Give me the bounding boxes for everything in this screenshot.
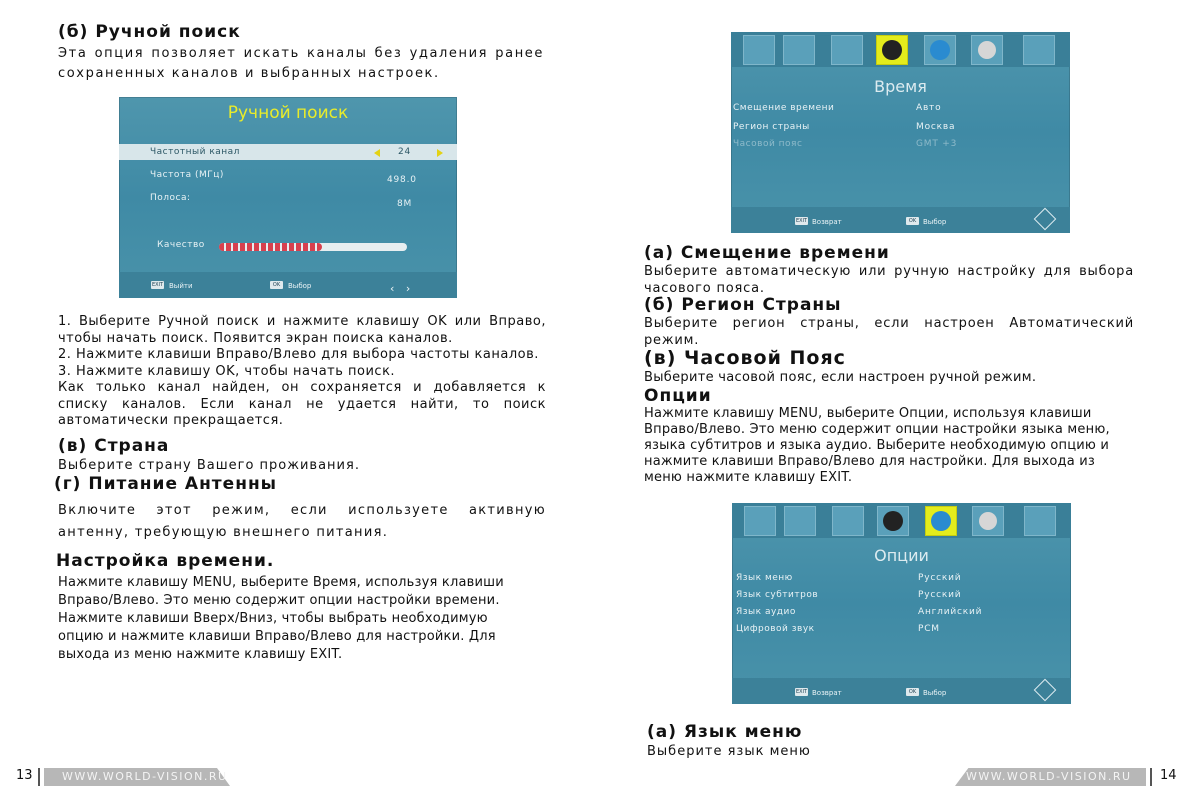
osd-title: Время — [874, 77, 927, 96]
paragraph-manual-search: Эта опция позволяет искать каналы без удаления ранее сохраненных каналов и выбранных настроек. — [58, 46, 544, 81]
search-tab-icon — [831, 35, 863, 65]
paragraph-options: Нажмите клавишу MENU, выберите Опции, используя клавиши Вправо/Влево. Это меню содержит опции настройки языка меню, языка субтитров и языка аудио. Выберите необходимую опцию и нажмите клавиши Вправо/Влево для настройки. Для выхода из меню нажмите клавишу EXIT. — [644, 406, 1110, 485]
page-number-right: 14 — [1160, 768, 1177, 783]
osd-row-value: Русский — [918, 590, 962, 600]
exit-key-icon: EXIT — [795, 218, 808, 224]
globe-tab-icon — [925, 506, 957, 536]
osd-row-label: Частота (МГц) — [150, 170, 224, 180]
site-url-right: WWW.WORLD-VISION.RU — [966, 770, 1132, 783]
picture-tab-icon — [784, 506, 816, 536]
left-right-arrows-icon: ‹ › — [390, 282, 415, 295]
page-divider — [38, 768, 40, 786]
osd-title: Ручной поиск — [227, 103, 349, 123]
ok-key-icon: OK — [906, 688, 919, 696]
osd-row-value: PCM — [918, 624, 940, 634]
osd-icon-bar — [731, 32, 1070, 67]
quality-bar-fill — [219, 243, 322, 251]
step-3: 3. Нажмите клавишу OK, чтобы начать поиск. — [58, 363, 396, 379]
gear-tab-icon — [971, 35, 1003, 65]
paragraph-time-settings: Нажмите клавишу MENU, выберите Время, используя клавиши Вправо/Влево. Это меню содержит опции настройки времени. Нажмите клавиши Вверх/Вниз, чтобы выбрать необходимую опцию и нажмите клавиши Вправо/Влево для настройки. Для выхода из меню нажмите клавишу EXIT. — [58, 575, 504, 662]
osd-row-value-disabled: GMT +3 — [916, 139, 958, 149]
osd-options-screen — [732, 503, 1071, 704]
osd-row-value: Английский — [918, 607, 983, 617]
back-key-label: Возврат — [812, 218, 842, 226]
osd-row-label: Регион страны — [733, 122, 810, 132]
osd-icon-bar — [732, 503, 1071, 538]
osd-row-label-disabled: Часовой пояс — [733, 139, 803, 149]
arrow-left-icon — [374, 149, 380, 157]
exit-key-icon: EXIT — [795, 689, 808, 695]
osd-time-screen — [731, 32, 1070, 233]
exit-key-label: Выйти — [169, 282, 193, 290]
page-divider — [1150, 768, 1152, 786]
page-number-left: 13 — [16, 768, 33, 783]
gear-tab-icon — [972, 506, 1004, 536]
osd-row-value: 498.0 — [387, 175, 417, 185]
step-2: 2. Нажмите клавиши Вправо/Влево для выбора частоты каналов. — [58, 347, 539, 362]
ok-key-icon: OK — [270, 281, 283, 289]
quality-label: Качество — [157, 240, 205, 250]
picture-tab-icon — [783, 35, 815, 65]
system-tab-icon — [1023, 35, 1055, 65]
clock-tab-icon — [876, 35, 908, 65]
heading-time-settings: Настройка времени. — [56, 551, 275, 571]
heading-manual-search: (б) Ручной поиск — [58, 22, 241, 42]
heading-antenna-power: (г) Питание Антенны — [54, 474, 278, 494]
ok-key-label: Выбор — [288, 282, 312, 290]
ok-key-icon: OK — [906, 217, 919, 225]
paragraph-menu-language: Выберите язык меню — [647, 744, 811, 759]
osd-title: Опции — [874, 546, 929, 565]
paragraph-country: Выберите страну Вашего проживания. — [58, 458, 360, 473]
heading-time-offset: (а) Смещение времени — [644, 243, 890, 263]
osd-row-label: Частотный канал — [150, 147, 240, 157]
paragraph-antenna-power: Включите этот режим, если используете активную антенну, требующую внешнего питания. — [58, 503, 546, 540]
osd-row-label: Цифровой звук — [736, 624, 815, 634]
globe-tab-icon — [924, 35, 956, 65]
paragraph-time-zone: Выберите часовой пояс, если настроен ручной режим. — [644, 370, 1037, 385]
back-key-label: Возврат — [812, 689, 842, 697]
osd-bottom-bar — [732, 678, 1071, 704]
heading-time-zone: (в) Часовой Пояс — [644, 347, 846, 369]
osd-manual-search-screen — [119, 97, 457, 298]
site-url-left: WWW.WORLD-VISION.RU — [62, 770, 228, 783]
heading-country: (в) Страна — [58, 436, 170, 456]
heading-options: Опции — [644, 386, 712, 406]
heading-country-region: (б) Регион Страны — [644, 295, 842, 315]
osd-row-label: Полоса: — [150, 193, 191, 203]
osd-row-label: Язык меню — [736, 573, 793, 583]
osd-row-value: Русский — [918, 573, 962, 583]
step-1: 1. Выберите Ручной поиск и нажмите клавишу OK или Вправо, чтобы начать поиск. Появится экран поиска каналов. — [58, 314, 546, 346]
exit-key-icon: EXIT — [151, 282, 164, 288]
search-tab-icon — [832, 506, 864, 536]
paragraph-country-region: Выберите регион страны, если настроен Автоматический режим. — [644, 316, 1134, 348]
osd-row-value: 8M — [397, 199, 413, 209]
ok-key-label: Выбор — [923, 689, 947, 697]
osd-row-value: 24 — [398, 147, 412, 157]
steps-list — [58, 314, 546, 430]
osd-row-value: Москва — [916, 122, 956, 132]
channel-tab-icon — [744, 506, 776, 536]
system-tab-icon — [1024, 506, 1056, 536]
arrow-right-icon — [437, 149, 443, 157]
ok-key-label: Выбор — [923, 218, 947, 226]
osd-row-label: Язык субтитров — [736, 590, 819, 600]
osd-row-label: Язык аудио — [736, 607, 796, 617]
channel-tab-icon — [743, 35, 775, 65]
osd-bottom-bar — [731, 207, 1070, 233]
clock-tab-icon — [877, 506, 909, 536]
osd-row-value: Авто — [916, 103, 942, 113]
osd-row-label: Смещение времени — [733, 103, 835, 113]
paragraph-time-offset: Выберите автоматическую или ручную настройку для выбора часового пояса. — [644, 264, 1134, 296]
quality-bar — [219, 243, 407, 251]
step-note: Как только канал найден, он сохраняется и добавляется к списку каналов. Если канал не удается найти, то поиск автоматически прекращается. — [58, 380, 546, 428]
heading-menu-language: (а) Язык меню — [647, 722, 803, 742]
